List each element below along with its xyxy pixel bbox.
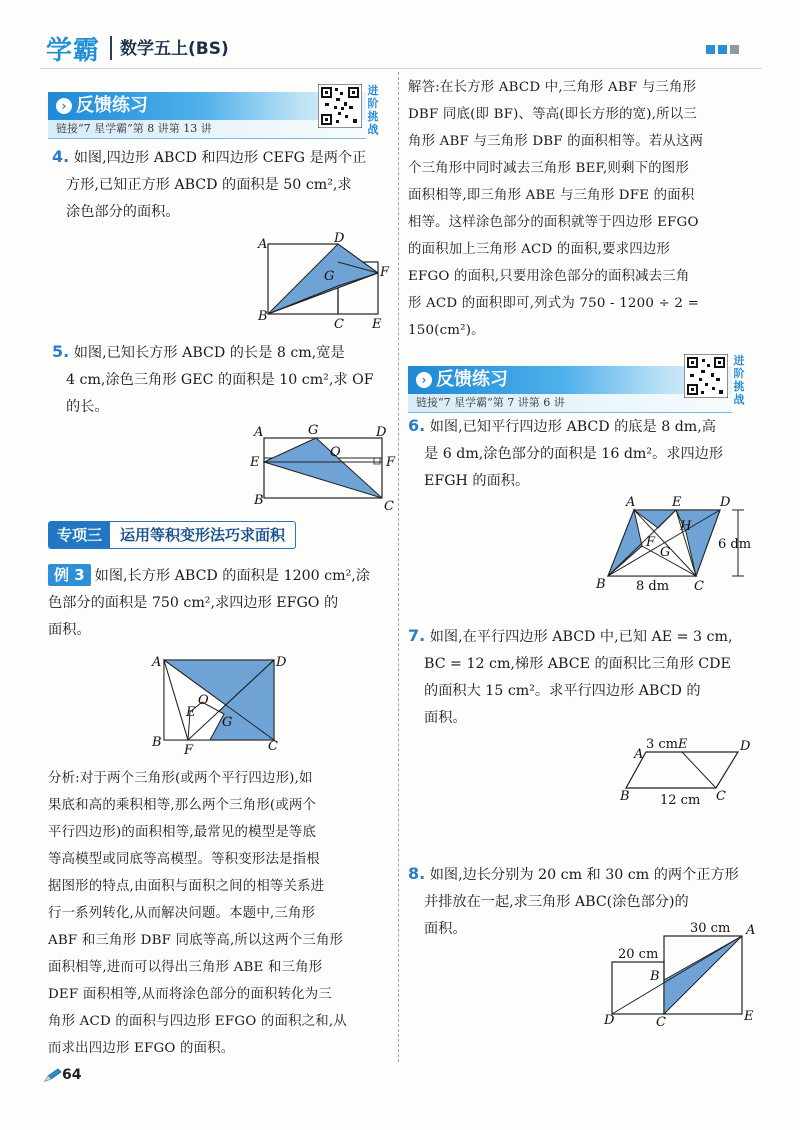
svg-text:F: F bbox=[386, 455, 396, 470]
column-divider bbox=[398, 72, 399, 1062]
question-6: 6. 如图,已知平行四边形 ABCD 的底是 8 dm,高 是 6 dm,涂色部分的面积是 16 dm²。求四边形 EFGH 的面积。 bbox=[408, 416, 724, 489]
svg-text:D: D bbox=[604, 1013, 615, 1028]
analysis-text: 分析:对于两个三角形(或两个平行四边形),如 果底和高的乘积相等,那么两个三角形(或两个 平行四边形)的面积相等,最常见的模型是等底 等高模型或同底等高模型。等积变形法是指根 据图形的特点,由面积与面积之间的相等关系进 行一系列转化,从而解决问题。本题中,三角形 ABF 和三角形 DBF 同底等高,所以这两个三角形 面积相等,进而可以得出三角形 ABE 和三角形 DEF 面积相等,从而将涂色部分的面积转化为三 角形 ACD 的面积与四边形 EFGO 的面积之和,从 而求出四边形 EFGO 的面积。 bbox=[48, 771, 347, 1056]
svg-text:C: C bbox=[656, 1015, 666, 1030]
svg-text:B: B bbox=[152, 735, 162, 750]
feedback-title: 反馈练习 bbox=[436, 369, 508, 390]
svg-text:30 cm: 30 cm bbox=[690, 921, 731, 936]
question-8: 8. 如图,边长分别为 20 cm 和 30 cm 的两个正方形 并排放在一起,求三角形 ABC(涂色部分)的 面积。 bbox=[408, 864, 739, 937]
svg-text:C: C bbox=[334, 317, 344, 332]
svg-text:20 cm: 20 cm bbox=[618, 947, 659, 962]
svg-text:C: C bbox=[268, 739, 278, 754]
svg-text:B: B bbox=[254, 493, 264, 508]
svg-text:8 dm: 8 dm bbox=[636, 579, 670, 594]
qr-code-icon[interactable] bbox=[318, 84, 362, 128]
svg-text:G: G bbox=[324, 269, 335, 284]
svg-text:A: A bbox=[626, 496, 636, 510]
svg-text:G: G bbox=[660, 545, 671, 560]
svg-text:B: B bbox=[650, 969, 660, 984]
feedback-link: 链接“7 星学霸”第 8 讲第 13 讲 bbox=[48, 120, 366, 139]
svg-text:A: A bbox=[746, 923, 756, 938]
svg-text:E: E bbox=[250, 455, 260, 470]
svg-text:G: G bbox=[308, 423, 319, 438]
svg-text:F: F bbox=[380, 265, 390, 280]
figure-q5 bbox=[248, 422, 396, 514]
svg-text:D: D bbox=[376, 425, 387, 440]
header-square-icon bbox=[706, 45, 715, 54]
svg-text:G: G bbox=[222, 715, 233, 730]
svg-text:E: E bbox=[744, 1009, 754, 1024]
svg-text:O: O bbox=[330, 445, 341, 460]
question-4: 4. 如图,四边形 ABCD 和四边形 CEFG 是两个正 方形,已知正方形 ABCD 的面积是 50 cm²,求 涂色部分的面积。 bbox=[52, 147, 367, 220]
header-square-icon bbox=[718, 45, 727, 54]
svg-text:C: C bbox=[384, 499, 394, 514]
feedback-link: 链接“7 星学霸”第 7 讲第 6 讲 bbox=[408, 394, 732, 413]
header-square-icon bbox=[730, 45, 739, 54]
example-tag: 例 3 bbox=[48, 564, 91, 586]
svg-text:H: H bbox=[680, 519, 692, 534]
svg-text:E: E bbox=[372, 317, 382, 332]
svg-text:E: E bbox=[678, 737, 688, 752]
qr-label: 进 阶 挑 战 bbox=[367, 84, 379, 136]
pencil-icon bbox=[44, 1068, 62, 1082]
figure-example-3 bbox=[150, 652, 290, 756]
svg-text:F: F bbox=[184, 743, 194, 756]
svg-text:D: D bbox=[334, 232, 345, 246]
qr-code-icon[interactable] bbox=[684, 354, 728, 398]
qr-label: 进 阶 挑 战 bbox=[733, 354, 745, 406]
feedback-title: 反馈练习 bbox=[76, 95, 148, 116]
figure-q8 bbox=[598, 920, 762, 1030]
svg-text:12 cm: 12 cm bbox=[660, 793, 701, 808]
svg-text:F: F bbox=[646, 535, 656, 550]
svg-text:6 dm: 6 dm bbox=[718, 537, 752, 552]
special-topic-3-banner bbox=[48, 521, 296, 549]
svg-text:C: C bbox=[694, 579, 704, 594]
question-7: 7. 如图,在平行四边形 ABCD 中,已知 AE = 3 cm, BC = 12 cm,梯形 ABCE 的面积比三角形 CDE 的面积大 15 cm²。求平行四边形 ABCD 的 面积。 bbox=[408, 626, 733, 726]
svg-text:B: B bbox=[620, 789, 630, 804]
svg-text:E: E bbox=[186, 705, 196, 720]
svg-text:O: O bbox=[198, 693, 209, 708]
special-topic-tag: 专项三 bbox=[49, 522, 110, 548]
header-rule bbox=[40, 68, 762, 69]
svg-text:E: E bbox=[672, 496, 682, 510]
svg-text:A: A bbox=[634, 747, 644, 762]
example-3: 例 3 如图,长方形 ABCD 的面积是 1200 cm²,涂 色部分的面积是 750 cm²,求四边形 EFGO 的 面积。 bbox=[48, 566, 370, 638]
brand-logo: 学霸 bbox=[46, 36, 101, 66]
svg-text:D: D bbox=[276, 655, 287, 670]
svg-text:A: A bbox=[258, 237, 268, 252]
chevron-right-icon: › bbox=[416, 372, 432, 388]
svg-text:D: D bbox=[720, 496, 731, 510]
svg-text:3 cm: 3 cm bbox=[646, 737, 679, 752]
header-separator bbox=[110, 36, 112, 60]
svg-text:A: A bbox=[152, 655, 162, 670]
svg-text:D: D bbox=[740, 739, 751, 754]
answer-text: 解答:在长方形 ABCD 中,三角形 ABF 与三角形 DBF 同底(即 BF)、等高(即长方形的宽),所以三 角形 ABF 与三角形 DBF 的面积相等。若从这两 个三角形中同时减去三角形 BEF,则剩下的图形 面积相等,即三角形 ABE 与三角形 DFE 的面积 相等。这样涂色部分的面积就等于四边形 EFGO 的面积加上三角形 ACD 的面积,要求四边形 EFGO 的面积,只要用涂色部分的面积减去三角 形 ACD 的面积即可,列式为 750 - 1200 ÷ 2 = 150(cm²)。 bbox=[408, 80, 704, 338]
question-5: 5. 如图,已知长方形 ABCD 的长是 8 cm,宽是 4 cm,涂色三角形 GEC 的面积是 10 cm²,求 OF 的长。 bbox=[52, 342, 374, 415]
figure-q4 bbox=[248, 232, 398, 332]
svg-text:B: B bbox=[596, 577, 606, 592]
figure-q7 bbox=[612, 728, 762, 810]
special-topic-title: 运用等积变形法巧求面积 bbox=[120, 526, 286, 544]
svg-text:A: A bbox=[254, 425, 264, 440]
page-number: 64 bbox=[62, 1067, 82, 1083]
svg-text:B: B bbox=[258, 309, 268, 324]
book-title: 数学五上(BS) bbox=[120, 39, 229, 59]
figure-q6 bbox=[590, 496, 760, 596]
svg-text:C: C bbox=[716, 789, 726, 804]
chevron-right-icon: › bbox=[56, 98, 72, 114]
